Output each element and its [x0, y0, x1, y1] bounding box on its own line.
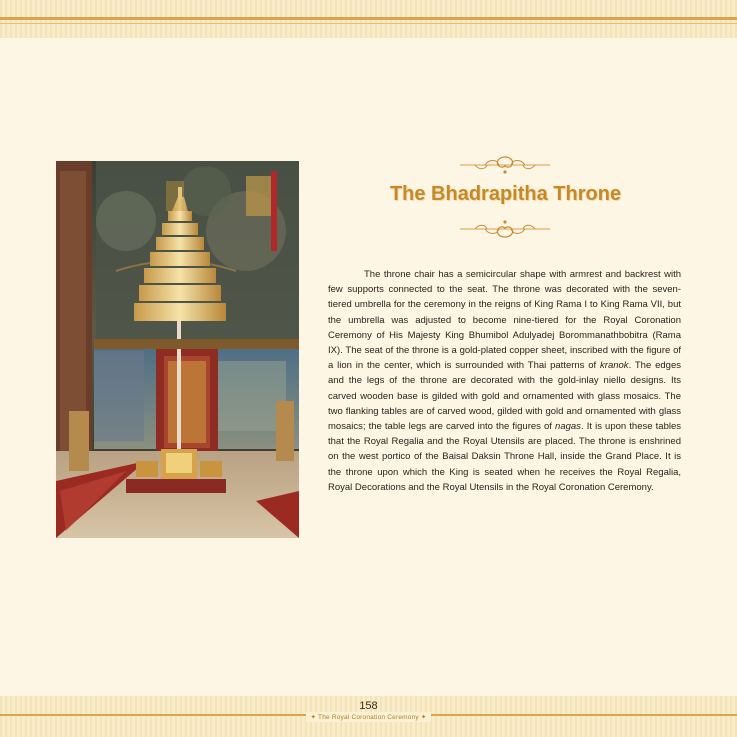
body-text-part-2: . The edges and the legs of the throne are decorated with the gold-inlay niello designs. Its carved wooden base is gilded with gold and ornamented with glass mosaics. The two flanking tables are of carved wood, gilded with gold and ornamented with glass mosaics; the table legs are carved into the figures of	[328, 360, 681, 433]
title-block	[330, 152, 681, 242]
ornament-bottom-icon	[455, 218, 555, 240]
bottom-decorative-band	[0, 696, 737, 737]
body-text-part-3: . It is upon these tables that the Royal Regalia and the Royal Utensils are placed. The throne is enshrined on the west portico of the Baisal Daksin Throne Hall, inside the Grand Place. It is the throne upon which the King is seated when he receives the Royal Regalia, Royal Decorations and the Royal Utensils in the Royal Coronation Ceremony.	[328, 421, 681, 493]
footer-caption	[0, 712, 737, 722]
footer-caption-text: ✦ The Royal Coronation Ceremony ✦	[306, 712, 430, 722]
term-nagas: nagas	[555, 421, 581, 433]
page-number: 158	[359, 700, 378, 712]
term-kranok: kranok	[600, 360, 629, 372]
top-decorative-band	[0, 0, 737, 38]
throne-photo	[56, 161, 299, 538]
ornament-top-icon	[455, 154, 555, 176]
page-title: The Bhadrapitha Throne	[389, 183, 622, 205]
body-paragraph	[328, 267, 681, 495]
body-text-part-1: The throne chair has a semicircular shape with armrest and backrest with few supports connected to the seat. The throne was decorated with the seven-tiered umbrella for the ceremony in the reigns of King Rama I to King Rama VII, but the umbrella was adjusted to become nine-tiered for the Royal Coronation Ceremony of His Majesty King Bhumibol Adulyadej Borommanathbobitra (Rama IX). The seat of the throne is a gold-plated copper sheet, inscribed with the figure of a lion in the center, which is surrounded with Thai patterns of	[328, 269, 681, 372]
